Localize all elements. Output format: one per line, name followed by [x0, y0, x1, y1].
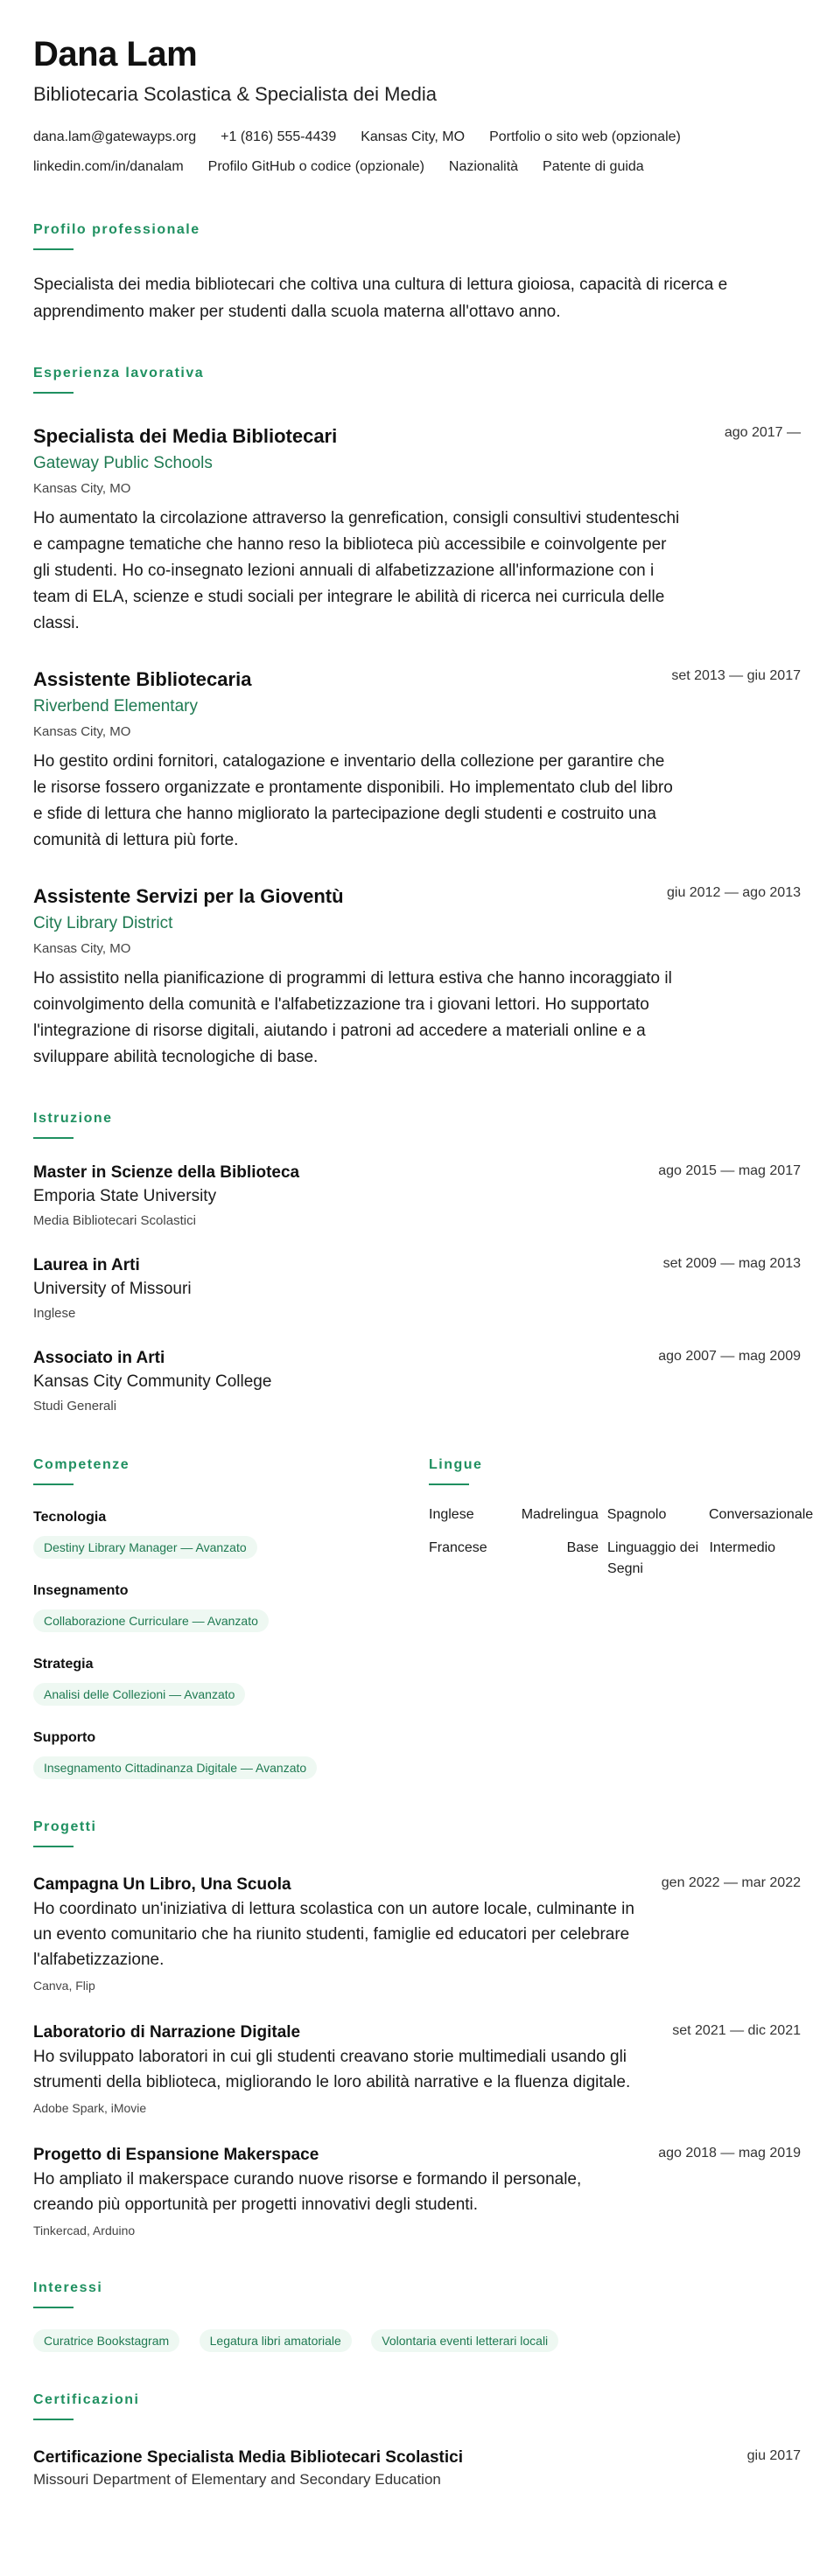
skill-group-title: Strategia	[33, 1657, 94, 1672]
contact-location: Kansas City, MO	[361, 129, 466, 144]
section-rule	[33, 248, 74, 250]
job-entry	[33, 667, 801, 854]
certifications-section	[33, 2391, 801, 2490]
language-level: Base	[566, 1540, 599, 1555]
contact-license: Patente di guida	[543, 159, 644, 174]
education-school: Kansas City Community College	[33, 1372, 272, 1391]
job-location: Kansas City, MO	[33, 481, 131, 496]
education-field: Studi Generali	[33, 1399, 117, 1414]
contact-email[interactable]: dana.lam@gatewayps.org	[33, 129, 197, 144]
job-date: set 2013 — giu 2017	[671, 668, 801, 683]
language-name: Inglese	[429, 1507, 474, 1522]
experience-section	[33, 364, 801, 1071]
job-company: Riverbend Elementary	[33, 697, 198, 716]
skills-languages-row	[33, 1456, 814, 1779]
job-company: Gateway Public Schools	[33, 454, 213, 472]
section-title: Competenze	[33, 1457, 130, 1472]
person-name: Dana Lam	[33, 35, 198, 73]
section-title: Certificazioni	[33, 2392, 140, 2407]
language-level: Intermedio	[709, 1540, 776, 1555]
project-title: Laboratorio di Narrazione Digitale	[33, 2023, 301, 2042]
interest-pill: Legatura libri amatoriale	[200, 2329, 352, 2352]
contact-info	[33, 122, 786, 182]
job-location: Kansas City, MO	[33, 941, 131, 956]
education-section	[33, 1109, 801, 1417]
job-entry	[33, 883, 801, 1071]
project-title: Campagna Un Libro, Una Scuola	[33, 1875, 291, 1894]
job-description: Ho gestito ordini fornitori, catalogazione e inventario della collezione per garantire che le risorse fossero organizzate e prontamente disponibili. Ho implementato club del libro e sfide di lettura che hanno migliorato la partecipazione degli studenti e costruito una comunità di lettura più forte.	[33, 752, 673, 849]
job-title: Specialista dei Media Bibliotecari	[33, 425, 338, 447]
education-school: Emporia State University	[33, 1187, 217, 1205]
contact-nationality: Nazionalità	[448, 159, 519, 174]
education-entry	[33, 1162, 801, 1232]
language-row	[429, 1504, 814, 1525]
projects-section	[33, 1818, 801, 2240]
skill-group-title: Supporto	[33, 1730, 96, 1745]
languages-table	[429, 1504, 814, 1580]
education-degree: Associato in Arti	[33, 1349, 165, 1367]
section-rule	[33, 2307, 74, 2308]
project-description: Ho ampliato il makerspace curando nuove risorse e formando il personale, creando più opportunità per progetti innovativi degli studenti.	[33, 2170, 582, 2214]
interest-pill: Curatrice Bookstagram	[33, 2329, 179, 2352]
section-rule	[33, 392, 74, 394]
skills-section	[33, 1456, 429, 1779]
skill-pill: Insegnamento Cittadinanza Digitale — Avanzato	[33, 1756, 317, 1779]
project-tech: Adobe Spark, iMovie	[33, 2101, 147, 2115]
education-entry	[33, 1347, 801, 1417]
interest-pill: Volontaria eventi letterari locali	[371, 2329, 558, 2352]
job-title: Assistente Servizi per la Gioventù	[33, 885, 344, 907]
project-title: Progetto di Espansione Makerspace	[33, 2146, 319, 2164]
education-degree: Laurea in Arti	[33, 1256, 140, 1274]
section-title: Esperienza lavorativa	[33, 366, 205, 380]
section-rule	[33, 1483, 74, 1485]
section-rule	[33, 2419, 74, 2420]
project-entry	[33, 2144, 801, 2240]
interests-list	[33, 2321, 801, 2352]
skill-group	[33, 1655, 429, 1706]
education-field: Inglese	[33, 1306, 76, 1321]
section-rule	[33, 1846, 74, 1847]
skill-group-title: Insegnamento	[33, 1583, 129, 1598]
job-date: ago 2017 —	[724, 425, 801, 440]
education-date: ago 2007 — mag 2009	[658, 1349, 801, 1364]
summary-text: Specialista dei media bibliotecari che coltiva una cultura di lettura gioiosa, capacità di ricerca e apprendimento maker per studenti dalla scuola materna all'ottavo anno.	[33, 276, 728, 321]
contact-portfolio[interactable]: Portfolio o sito web (opzionale)	[489, 129, 681, 144]
project-date: ago 2018 — mag 2019	[658, 2146, 801, 2161]
education-school: University of Missouri	[33, 1280, 192, 1298]
contact-phone[interactable]: +1 (816) 555-4439	[221, 129, 337, 144]
language-row	[429, 1538, 796, 1580]
skill-group-title: Tecnologia	[33, 1510, 107, 1525]
summary-section	[33, 220, 801, 325]
project-tech: Canva, Flip	[33, 1979, 95, 1993]
certification-date: giu 2017	[746, 2448, 801, 2463]
job-date: giu 2012 — ago 2013	[666, 885, 801, 900]
certification-issuer: Missouri Department of Elementary and Secondary Education	[33, 2471, 441, 2488]
language-name: Spagnolo	[606, 1507, 667, 1522]
project-date: set 2021 — dic 2021	[672, 2023, 801, 2038]
contact-linkedin[interactable]: linkedin.com/in/danalam	[33, 159, 184, 174]
education-date: ago 2015 — mag 2017	[658, 1163, 801, 1178]
section-title: Lingue	[429, 1457, 483, 1472]
language-name: Linguaggio dei Segni	[607, 1540, 699, 1576]
section-rule	[33, 1137, 74, 1139]
project-description: Ho sviluppato laboratori in cui gli studenti creavano storie multimediali usando gli strumenti della biblioteca, migliorando le loro abilità narrative e la fluenza digitale.	[33, 2048, 631, 2091]
job-title: Assistente Bibliotecaria	[33, 668, 252, 690]
skill-group	[33, 1508, 429, 1559]
language-level: Madrelingua	[521, 1507, 599, 1522]
language-level: Conversazionale	[709, 1507, 814, 1522]
job-description: Ho assistito nella pianificazione di programmi di lettura estiva che hanno incoraggiato il coinvolgimento della comunità e l'alfabetizzazione tra i giovani lettori. Ho supportato l'integrazione di risorse digitali, aiutando i patroni ad accedere a materiali online e a sviluppare abilità tecnologiche di base.	[33, 969, 672, 1066]
job-company: City Library District	[33, 914, 173, 932]
section-rule	[429, 1483, 469, 1485]
project-tech: Tinkercad, Arduino	[33, 2223, 136, 2237]
languages-section	[429, 1456, 814, 1779]
section-title: Istruzione	[33, 1111, 113, 1126]
job-description: Ho aumentato la circolazione attraverso la genrefication, consigli consultivi studenteschi e campagne tematiche che hanno reso la biblioteca più accessibile e coinvolgente per gli studenti. Ho co-insegnato lezioni annuali di alfabetizzazione all'informazione con i team di ELA, scienze e studi sociali per integrare le abilità di ricerca nei curricula delle classi.	[33, 509, 680, 632]
education-date: set 2009 — mag 2013	[662, 1256, 801, 1271]
project-entry	[33, 1874, 801, 1995]
certification-title: Certificazione Specialista Media Bibliotecari Scolastici	[33, 2448, 464, 2467]
skill-group	[33, 1581, 429, 1632]
section-title: Profilo professionale	[33, 222, 200, 237]
skill-pill: Collaborazione Curriculare — Avanzato	[33, 1609, 269, 1632]
project-entry	[33, 2021, 801, 2118]
section-title: Interessi	[33, 2280, 103, 2295]
education-entry	[33, 1254, 801, 1324]
education-degree: Master in Scienze della Biblioteca	[33, 1163, 300, 1182]
job-entry	[33, 423, 801, 637]
interests-section	[33, 2279, 801, 2352]
skill-pill: Analisi delle Collezioni — Avanzato	[33, 1683, 245, 1706]
job-location: Kansas City, MO	[33, 724, 131, 739]
education-field: Media Bibliotecari Scolastici	[33, 1213, 196, 1228]
skill-group	[33, 1728, 429, 1779]
language-name: Francese	[429, 1540, 487, 1555]
project-date: gen 2022 — mar 2022	[661, 1875, 801, 1890]
certification-entry	[33, 2447, 801, 2490]
section-title: Progetti	[33, 1819, 97, 1834]
headline: Bibliotecaria Scolastica & Specialista dei Media	[33, 83, 438, 105]
contact-github[interactable]: Profilo GitHub o codice (opzionale)	[207, 159, 424, 174]
skill-pill: Destiny Library Manager — Avanzato	[33, 1536, 257, 1559]
project-description: Ho coordinato un'iniziativa di lettura scolastica con un autore locale, culminante in un evento comunitario che ha riunito studenti, famiglie ed educatori per celebrare l'alfabetizzazione.	[33, 1900, 634, 1969]
